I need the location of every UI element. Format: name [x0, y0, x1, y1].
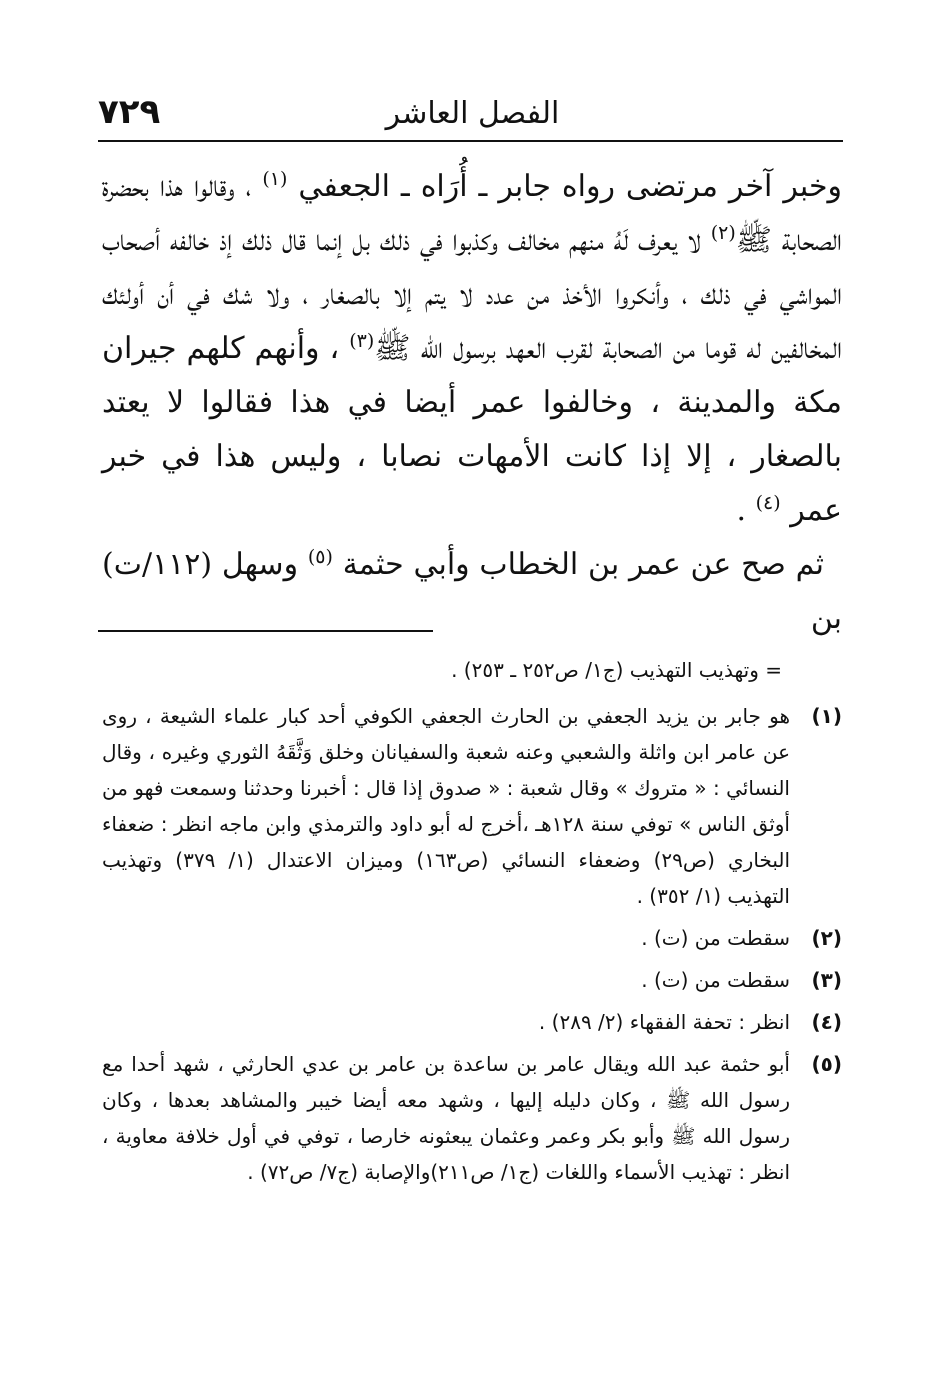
footnote-ref-3: (٣)	[349, 330, 375, 352]
footnote-number: (٢)	[811, 926, 842, 950]
footnote-text: سقطت من (ت) .	[641, 968, 790, 992]
footnote-ref-1: (١)	[262, 168, 288, 190]
footnote-text: سقطت من (ت) .	[641, 926, 790, 950]
footnote-text: أبو حثمة عبد الله ويقال عامر بن ساعدة بن عامر بن عدي الحارثي ، شهد أحدا مع رسول الله ﷺ ، وكان دليله إليها ، وشهد معه أيضا خيبر والمشاهد بعدها ، وكان رسول الله ﷺ وأبو بكر وعمر وعثمان يبعثونه خارصا ، توفي في أول خلافة معاوية ، انظر : تهذيب الأسماء واللغات (ج١/ ص٢١١)والإصابة (ج٧/ ص٧٢) .	[102, 1052, 790, 1184]
footnote-ref-4: (٤)	[755, 492, 781, 514]
footnote-4	[102, 1004, 842, 1040]
footnote-number: (٣)	[811, 968, 842, 992]
footnote-text: انظر : تحفة الفقهاء (٢/ ٢٨٩) .	[538, 1010, 790, 1034]
body-text: ثم صح عن عمر بن الخطاب وأبي حثمة	[342, 547, 824, 582]
body-paragraph-1	[102, 160, 842, 538]
body-text: لا يعرف لَهُ منهم مخالف وكذبوا في ذلك بل إنما قال ذلك إذ خالفه أصحاب المواشي في ذلك ، وأنكروا الأخذ من عدد لا يتم إلا بالصغار ، ولا شك في أن أولئك المخالفين له قوما من الصحابة لقرب العهد برسول الله ﷺ	[102, 223, 842, 366]
footnote-number: (٥)	[811, 1052, 842, 1076]
footnote-1	[102, 698, 842, 914]
footnote-5	[102, 1046, 842, 1190]
footnote-3	[102, 962, 842, 998]
page-number: ٧٢٩	[98, 92, 161, 132]
footnote-rule	[98, 630, 433, 632]
body-text: .	[736, 493, 747, 528]
footnote-ref-5: (٥)	[307, 546, 333, 568]
body-text: ، وقالوا هذا بحضرة الصحابة ﷺ	[102, 169, 842, 258]
footnote-number: (٤)	[811, 1010, 842, 1034]
footnote-2	[102, 920, 842, 956]
body-text: وخبر آخر مرتضى رواه جابر ـ أُرَاه ـ الجعفي	[298, 169, 842, 204]
footnote-continuation: = وتهذيب التهذيب (ج١/ ص٢٥٢ ـ ٢٥٣) .	[451, 658, 782, 682]
header-rule	[98, 140, 843, 142]
body-text: ، وأنهم كلهم جيران مكة والمدينة ، وخالفوا عمر أيضا في هذا فقالوا لا يعتد بالصغار ، إلا إذا كانت الأمهات نصابا ، وليس هذا في خبر عمر	[102, 331, 842, 528]
footnote-text: هو جابر بن يزيد الجعفي بن الحارث الجعفي الكوفي أحد كبار علماء الشيعة ، روى عن عامر ابن واثلة والشعبي وعنه شعبة والسفيانان وخلق وَثَّقَهُ الثوري وغيره ، وقال النسائي : « متروك » وقال شعبة : « صدوق إذا قال : أخبرنا وحدثنا وسمعت فهو من أوثق الناس » توفي سنة ١٢٨هـ ،أخرج له أبو داود والترمذي وابن ماجه انظر : ضعفاء البخاري (ص٢٩) وضعفاء النسائي (ص١٦٣) وميزان الاعتدال (١/ ٣٧٩) وتهذيب التهذيب (١/ ٣٥٢) .	[102, 704, 791, 908]
body-text: وسهل (١١٢/ت) بن	[102, 547, 842, 636]
footnote-number: (١)	[811, 704, 842, 728]
footnote-ref-2: (٢)	[710, 222, 736, 244]
running-title: الفصل العاشر	[385, 96, 560, 131]
footnotes	[102, 652, 842, 1196]
main-text	[102, 160, 842, 646]
